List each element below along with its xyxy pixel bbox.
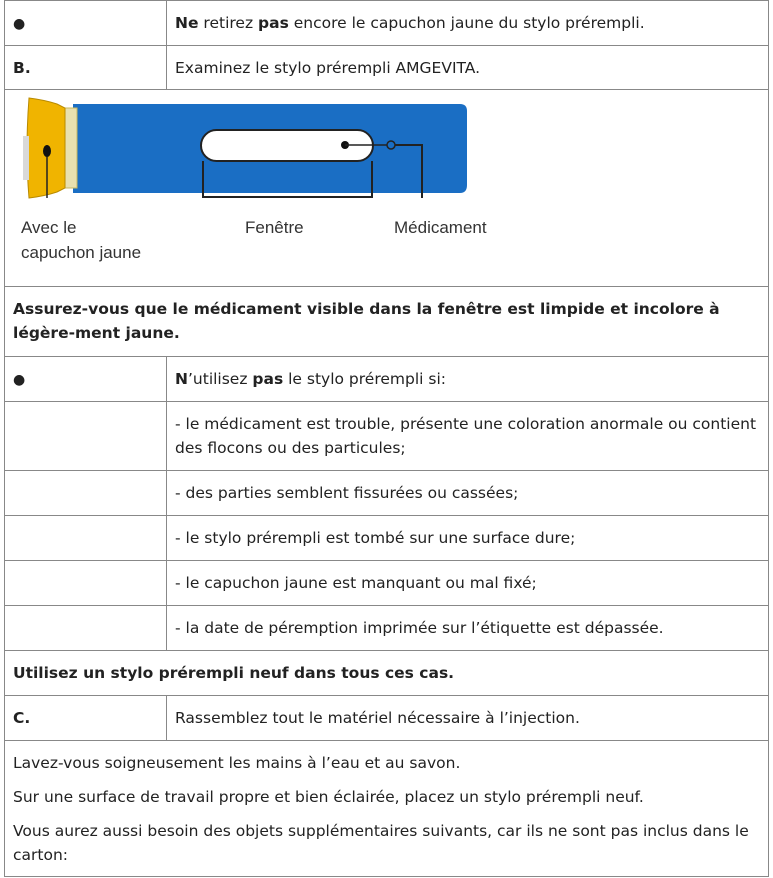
new-pen-note: Utilisez un stylo prérempli neuf dans tous ces cas. <box>5 651 769 696</box>
step-text: Examinez le stylo prérempli AMGEVITA. <box>167 46 769 90</box>
paragraph: Vous aurez aussi besoin des objets supplémentaires suivants, car ils ne sont pas inclus dans le carton: <box>13 822 749 864</box>
instructions-table <box>4 0 769 877</box>
step-label: C. <box>5 696 167 741</box>
condition-item: - la date de péremption imprimée sur l’étiquette est dépassée. <box>167 606 769 651</box>
cap-label-line1: Avec le <box>21 218 77 237</box>
condition-item: - le capuchon jaune est manquant ou mal fixé; <box>167 561 769 606</box>
paragraph: Lavez-vous soigneusement les mains à l’eau et au savon. <box>13 754 461 772</box>
cap-dot-shape <box>43 145 51 157</box>
empty-cell <box>5 561 167 606</box>
bullet-cell: ● <box>5 357 167 402</box>
table-row <box>5 471 769 516</box>
paragraph: Sur une surface de travail propre et bien éclairée, placez un stylo prérempli neuf. <box>13 788 644 806</box>
table-row <box>5 606 769 651</box>
empty-cell <box>5 471 167 516</box>
pen-figure-cell <box>5 90 769 287</box>
condition-item: - le médicament est trouble, présente une coloration anormale ou contient des flocons ou des particules; <box>167 402 769 471</box>
condition-item: - le stylo prérempli est tombé sur une surface dure; <box>167 516 769 561</box>
table-row <box>5 561 769 606</box>
table-row <box>5 1 769 46</box>
instruction-cell: Ne retirez pas encore le capuchon jaune du stylo prérempli. <box>167 1 769 46</box>
figure-row <box>5 90 769 287</box>
check-heading: Assurez-vous que le médicament visible dans la fenêtre est limpide et incolore à légère-ment jaune. <box>5 287 769 357</box>
table-row <box>5 46 769 90</box>
table-row <box>5 696 769 741</box>
cap-label-line2: capuchon jaune <box>21 243 142 262</box>
step-label: B. <box>5 46 167 90</box>
cap-edge-shape <box>23 136 29 180</box>
empty-cell <box>5 606 167 651</box>
pen-figure <box>5 90 770 286</box>
bullet-cell: ● <box>5 1 167 46</box>
note-row <box>5 651 769 696</box>
paragraph-row <box>5 741 769 877</box>
medication-label: Médicament <box>394 218 487 237</box>
step-text: Rassemblez tout le matériel nécessaire à l’injection. <box>167 696 769 741</box>
final-paragraphs <box>5 741 769 877</box>
heading-row <box>5 287 769 357</box>
empty-cell <box>5 402 167 471</box>
instruction-cell: N’utilisez pas le stylo prérempli si: <box>167 357 769 402</box>
table-row <box>5 516 769 561</box>
table-row <box>5 402 769 471</box>
window-label: Fenêtre <box>245 218 304 237</box>
condition-item: - des parties semblent fissurées ou cassées; <box>167 471 769 516</box>
empty-cell <box>5 516 167 561</box>
table-row <box>5 357 769 402</box>
